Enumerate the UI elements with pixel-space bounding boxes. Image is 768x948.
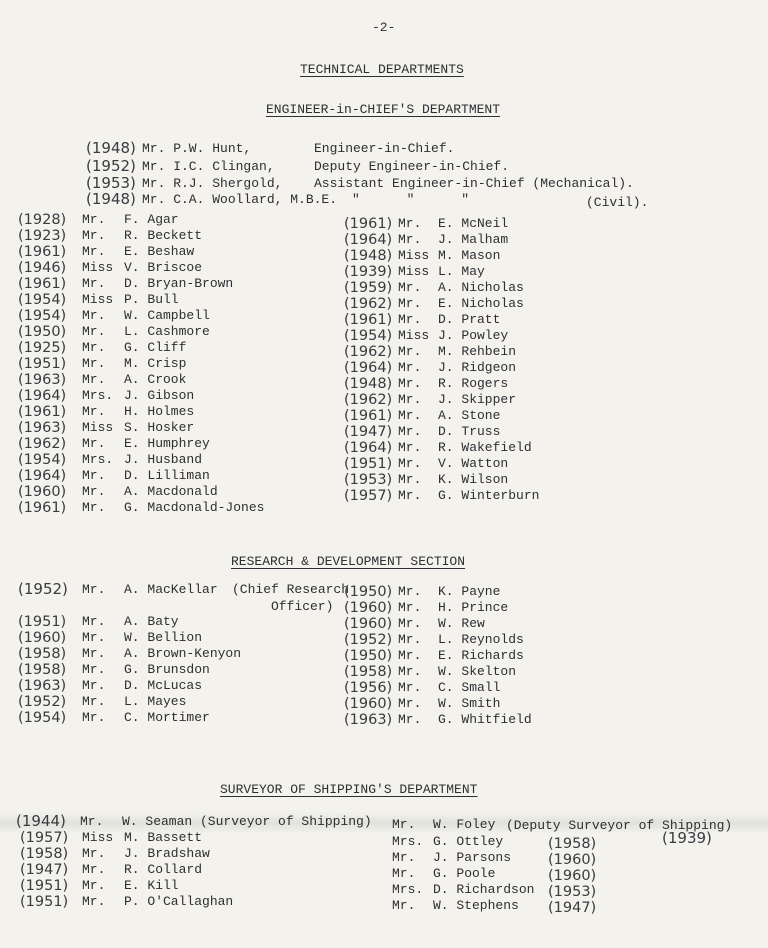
staff-row: (1962) Mr. E. Humphrey	[18, 436, 210, 452]
staff-row: (1960) Mr. W. Smith	[344, 696, 501, 712]
staff-row: Mrs. G. Ottley (1958)	[392, 834, 597, 852]
staff-row: (1959) Mr. A. Nicholas	[344, 280, 524, 296]
staff-row: (1961) Mr. H. Holmes	[18, 404, 195, 420]
eic-senior-role: Engineer-in-Chief.	[314, 141, 455, 156]
staff-row: (1950) Mr. E. Richards	[344, 648, 524, 664]
eic-senior-year: (1948)	[86, 190, 136, 208]
staff-row: (1963) Mr. A. Crook	[18, 372, 187, 388]
ss-chief-name: W. Seaman	[122, 814, 193, 829]
staff-row: (1961) Mr. D. Pratt	[344, 312, 501, 328]
staff-row: (1951) Mr. P. O'Callaghan	[20, 894, 234, 910]
staff-row: (1950) Mr. L. Cashmore	[18, 324, 210, 340]
ss-deputy-role: (Deputy Surveyor of Shipping)	[506, 818, 733, 833]
staff-row: (1961) Mr. A. Stone	[344, 408, 501, 424]
staff-row: (1947) Mr. R. Collard	[20, 862, 203, 878]
rd-title: RESEARCH & DEVELOPMENT SECTION	[231, 554, 466, 569]
staff-row: (1964) Mr. D. Lilliman	[18, 468, 210, 484]
staff-row: (1946) Miss V. Briscoe	[18, 260, 203, 276]
staff-row: (1960) Mr. H. Prince	[344, 600, 509, 616]
eic-senior-role: " " "	[352, 192, 470, 207]
staff-row: (1952) Mr. L. Reynolds	[344, 632, 524, 648]
staff-row: (1964) Mr. J. Malham	[344, 232, 509, 248]
eic-senior-year: (1952)	[86, 157, 136, 175]
ss-deputy-year: (1939)	[662, 829, 712, 847]
staff-row: (1923) Mr. R. Beckett	[18, 228, 203, 244]
staff-row: (1960) Mr. W. Rew	[344, 616, 485, 632]
staff-row: (1939) Miss L. May	[344, 264, 485, 280]
staff-row: (1964) Mr. J. Ridgeon	[344, 360, 517, 376]
ss-left-column	[20, 830, 360, 910]
eic-senior-year: (1948)	[86, 139, 136, 157]
staff-row: (1962) Mr. M. Rehbein	[344, 344, 517, 360]
staff-row: (1958) Mr. G. Brunsdon	[18, 662, 210, 678]
rd-chief-year: (1952)	[18, 580, 68, 598]
staff-row: (1947) Mr. D. Truss	[344, 424, 501, 440]
staff-row: (1960) Mr. A. Macdonald	[18, 484, 218, 500]
staff-row: (1962) Mr. J. Skipper	[344, 392, 517, 408]
staff-row: (1954) Mr. C. Mortimer	[18, 710, 210, 726]
eic-senior-role-civil: (Civil).	[586, 195, 649, 210]
staff-row: (1958) Mr. A. Brown-Kenyon	[18, 646, 242, 662]
rd-chief-title: Mr.	[82, 582, 106, 597]
staff-row: (1954) Miss J. Powley	[344, 328, 509, 344]
rd-chief-role-2: Officer)	[271, 599, 334, 614]
eic-senior-role: Deputy Engineer-in-Chief.	[314, 159, 510, 174]
staff-row: (1928) Mr. F. Agar	[18, 212, 179, 228]
staff-row: (1953) Mr. K. Wilson	[344, 472, 509, 488]
staff-row: (1963) Mr. D. McLucas	[18, 678, 203, 694]
rd-chief-name: A. MacKellar	[124, 582, 218, 597]
staff-row: (1957) Miss M. Bassett	[20, 830, 203, 846]
eic-senior-role: Assistant Engineer-in-Chief (Mechanical).	[314, 176, 634, 191]
ss-deputy-title: Mr.	[392, 817, 416, 832]
eic-senior-name: Mr. R.J. Shergold,	[142, 176, 283, 191]
staff-row: (1954) Mrs. J. Husband	[18, 452, 203, 468]
rd-chief-role: (Chief Research	[232, 582, 350, 597]
staff-row: (1951) Mr. E. Kill	[20, 878, 179, 894]
staff-row: (1961) Mr. E. McNeil	[344, 216, 509, 232]
staff-row: (1954) Mr. W. Campbell	[18, 308, 210, 324]
rd-right-column	[344, 584, 604, 728]
eic-senior-year: (1953)	[86, 174, 136, 192]
staff-row: (1961) Mr. G. Macdonald-Jones	[18, 500, 265, 516]
ss-title: SURVEYOR OF SHIPPING'S DEPARTMENT	[220, 782, 478, 797]
staff-row: (1962) Mr. E. Nicholas	[344, 296, 524, 312]
staff-row: (1958) Mr. J. Bradshaw	[20, 846, 210, 862]
staff-row: (1951) Mr. V. Watton	[344, 456, 509, 472]
staff-row: (1952) Mr. L. Mayes	[18, 694, 187, 710]
staff-row: (1950) Mr. K. Payne	[344, 584, 501, 600]
staff-row: Mr. G. Poole (1960)	[392, 866, 597, 884]
eic-senior-name: Mr. C.A. Woollard, M.B.E.	[142, 192, 338, 207]
staff-row: (1948) Miss M. Mason	[344, 248, 501, 264]
staff-row: (1960) Mr. W. Bellion	[18, 630, 203, 646]
staff-row: (1958) Mr. W. Skelton	[344, 664, 517, 680]
eic-senior-name: Mr. I.C. Clingan,	[142, 159, 275, 174]
staff-row: (1956) Mr. C. Small	[344, 680, 501, 696]
staff-row: Mrs. D. Richardson (1953)	[392, 882, 597, 900]
staff-row: (1951) Mr. M. Crisp	[18, 356, 187, 372]
ss-chief-year: (1944)	[16, 812, 66, 830]
staff-row: (1954) Miss P. Bull	[18, 292, 179, 308]
ss-right-column	[392, 834, 612, 914]
page-number: -2-	[372, 20, 396, 35]
staff-row: (1957) Mr. G. Winterburn	[344, 488, 540, 504]
staff-row: Mr. J. Parsons (1960)	[392, 850, 597, 868]
ss-deputy-name: W. Foley	[433, 817, 496, 832]
ss-chief-role: (Surveyor of Shipping)	[200, 814, 372, 829]
staff-row: (1961) Mr. E. Beshaw	[18, 244, 195, 260]
staff-row: (1964) Mr. R. Wakefield	[344, 440, 532, 456]
staff-row: (1963) Mr. G. Whitfield	[344, 712, 532, 728]
eic-title: ENGINEER-in-CHIEF'S DEPARTMENT	[266, 102, 501, 117]
staff-row: (1961) Mr. D. Bryan-Brown	[18, 276, 234, 292]
staff-row: (1925) Mr. G. Cliff	[18, 340, 187, 356]
staff-row: Mr. W. Stephens (1947)	[392, 898, 597, 916]
rd-left-column	[18, 614, 338, 726]
staff-row: (1963) Miss S. Hosker	[18, 420, 195, 436]
staff-row: (1951) Mr. A. Baty	[18, 614, 179, 630]
eic-left-column	[18, 212, 338, 516]
staff-row: (1948) Mr. R. Rogers	[344, 376, 509, 392]
ss-chief-title: Mr.	[80, 814, 104, 829]
page-heading: TECHNICAL DEPARTMENTS	[300, 62, 464, 77]
staff-row: (1964) Mrs. J. Gibson	[18, 388, 195, 404]
eic-senior-name: Mr. P.W. Hunt,	[142, 141, 252, 156]
eic-right-column	[344, 216, 604, 504]
